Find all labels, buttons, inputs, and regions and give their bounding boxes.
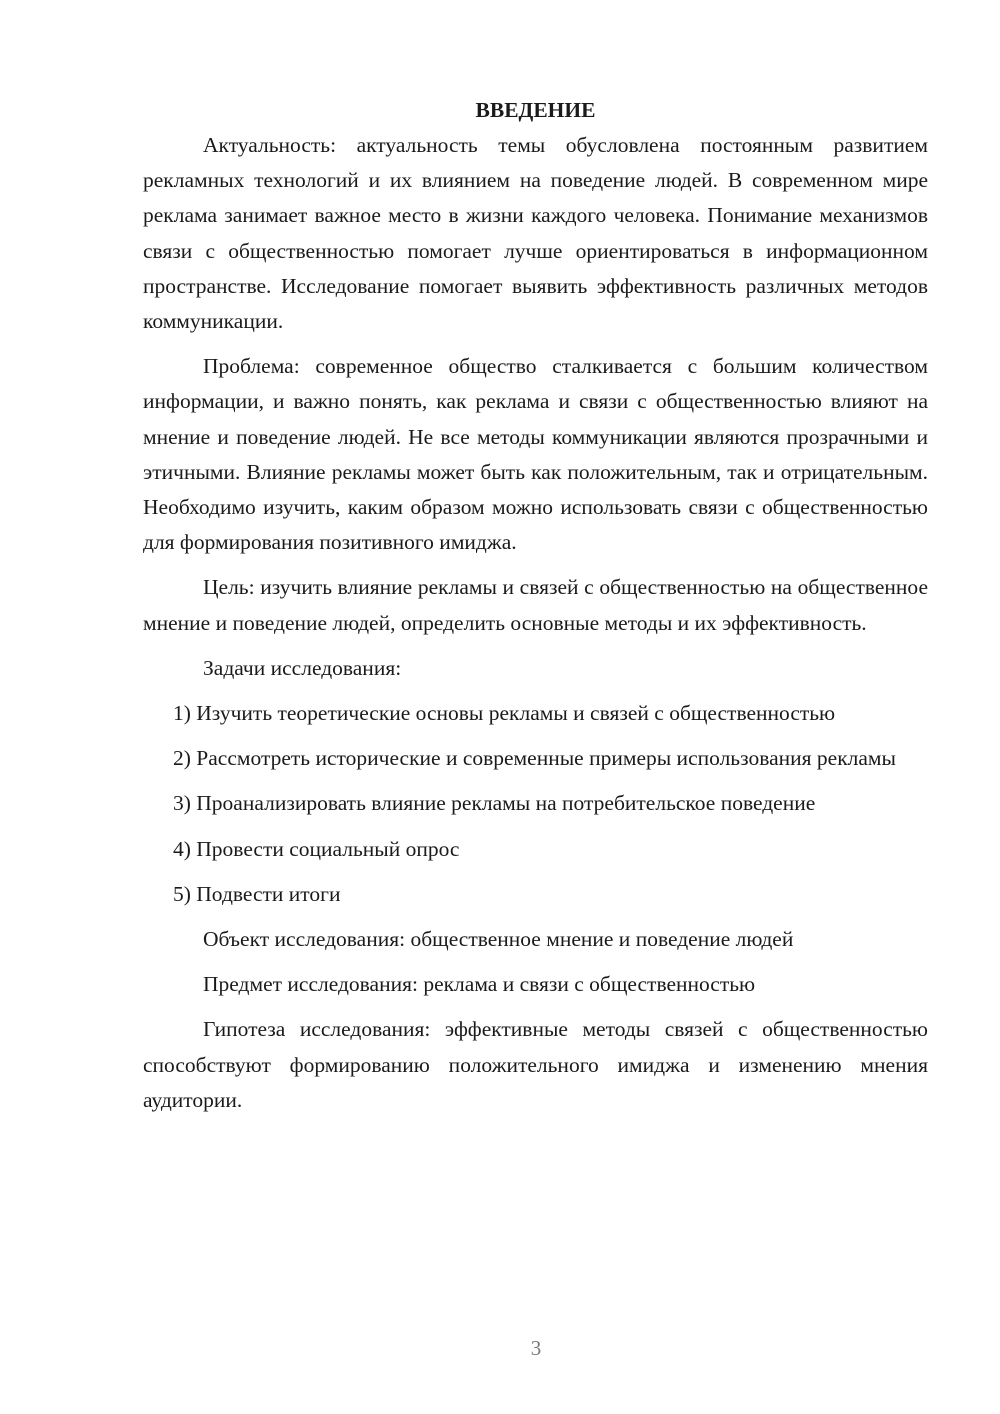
page-number: 3 (530, 1336, 542, 1360)
section-title: ВВЕДЕНИЕ (475, 98, 596, 122)
task-item-1: 1) Изучить теоретические основы рекламы и связей с общественностью (173, 701, 836, 726)
task-item-3: 3) Проанализировать влияние рекламы на потребительское поведение (173, 791, 816, 816)
paragraph-hypothesis: Гипотеза исследования: эффективные методы связей с общественностью способствуют формированию положительного имиджа и изменению мнения аудитории. (143, 1017, 928, 1112)
page-content (143, 93, 928, 1118)
paragraph-subject: Предмет исследования: реклама и связи с общественностью (203, 972, 756, 997)
task-item-5: 5) Подвести итоги (173, 881, 341, 906)
paragraph-goal: Цель: изучить влияние рекламы и связей с общественностью на общественное мнение и поведение людей, определить основные методы и их эффективность. (143, 575, 928, 635)
paragraph-object: Объект исследования: общественное мнение и поведение людей (203, 927, 794, 952)
task-item-4: 4) Провести социальный опрос (173, 836, 460, 861)
tasks-heading: Задачи исследования: (203, 655, 402, 680)
task-item-2: 2) Рассмотреть исторические и современные примеры использования рекламы (173, 746, 896, 771)
paragraph-problem: Проблема: современное общество сталкивается с большим количеством информации, и важно понять, как реклама и связи с общественностью влияют на мнение и поведение людей. Не все методы коммуникации являются прозрачными и этичными. Влияние рекламы может быть как положительным, так и отрицательным. Необходимо изучить, каким образом можно использовать связи с общественностью для формирования позитивного имиджа. (143, 354, 928, 555)
paragraph-relevance: Актуальность: актуальность темы обусловлена постоянным развитием рекламных технологий и их влиянием на поведение людей. В современном мире реклама занимает важное место в жизни каждого человека. Понимание механизмов связи с общественностью помогает лучше ориентироваться в информационном пространстве. Исследование помогает выявить эффективность различных методов коммуникации. (143, 133, 928, 334)
